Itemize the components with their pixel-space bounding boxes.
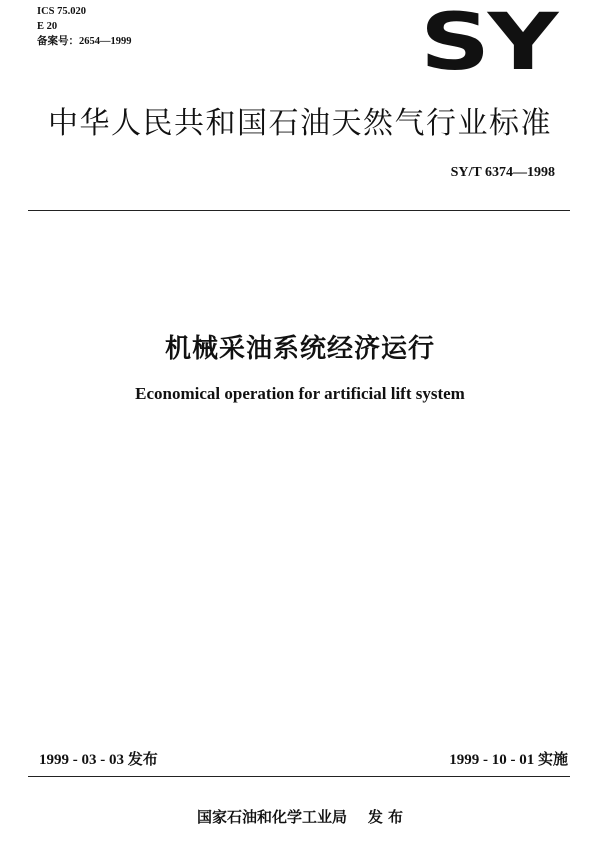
bottom-divider: [28, 776, 570, 777]
publisher: 国家石油和化学工业局 发 布: [196, 808, 404, 826]
ics-code: ICS 75.020: [37, 6, 87, 17]
top-divider: [28, 210, 570, 211]
issue-date: 1999 - 03 - 03 发布: [39, 752, 158, 768]
classification-code: E 20: [37, 21, 58, 32]
record-number: 备案号：2654—1999: [37, 36, 132, 47]
standard-code: SY/T 6374—1998: [450, 165, 555, 180]
document-title-english: Economical operation for artificial lift system: [135, 384, 465, 403]
agency-title: 中华人民共和国石油天然气行业标准: [48, 106, 552, 141]
implementation-date: 1999 - 10 - 01 实施: [449, 752, 568, 768]
sy-logo: SY: [420, 0, 556, 88]
header-meta: [37, 4, 132, 49]
document-title-chinese: 机械采油系统经济运行: [164, 334, 435, 364]
